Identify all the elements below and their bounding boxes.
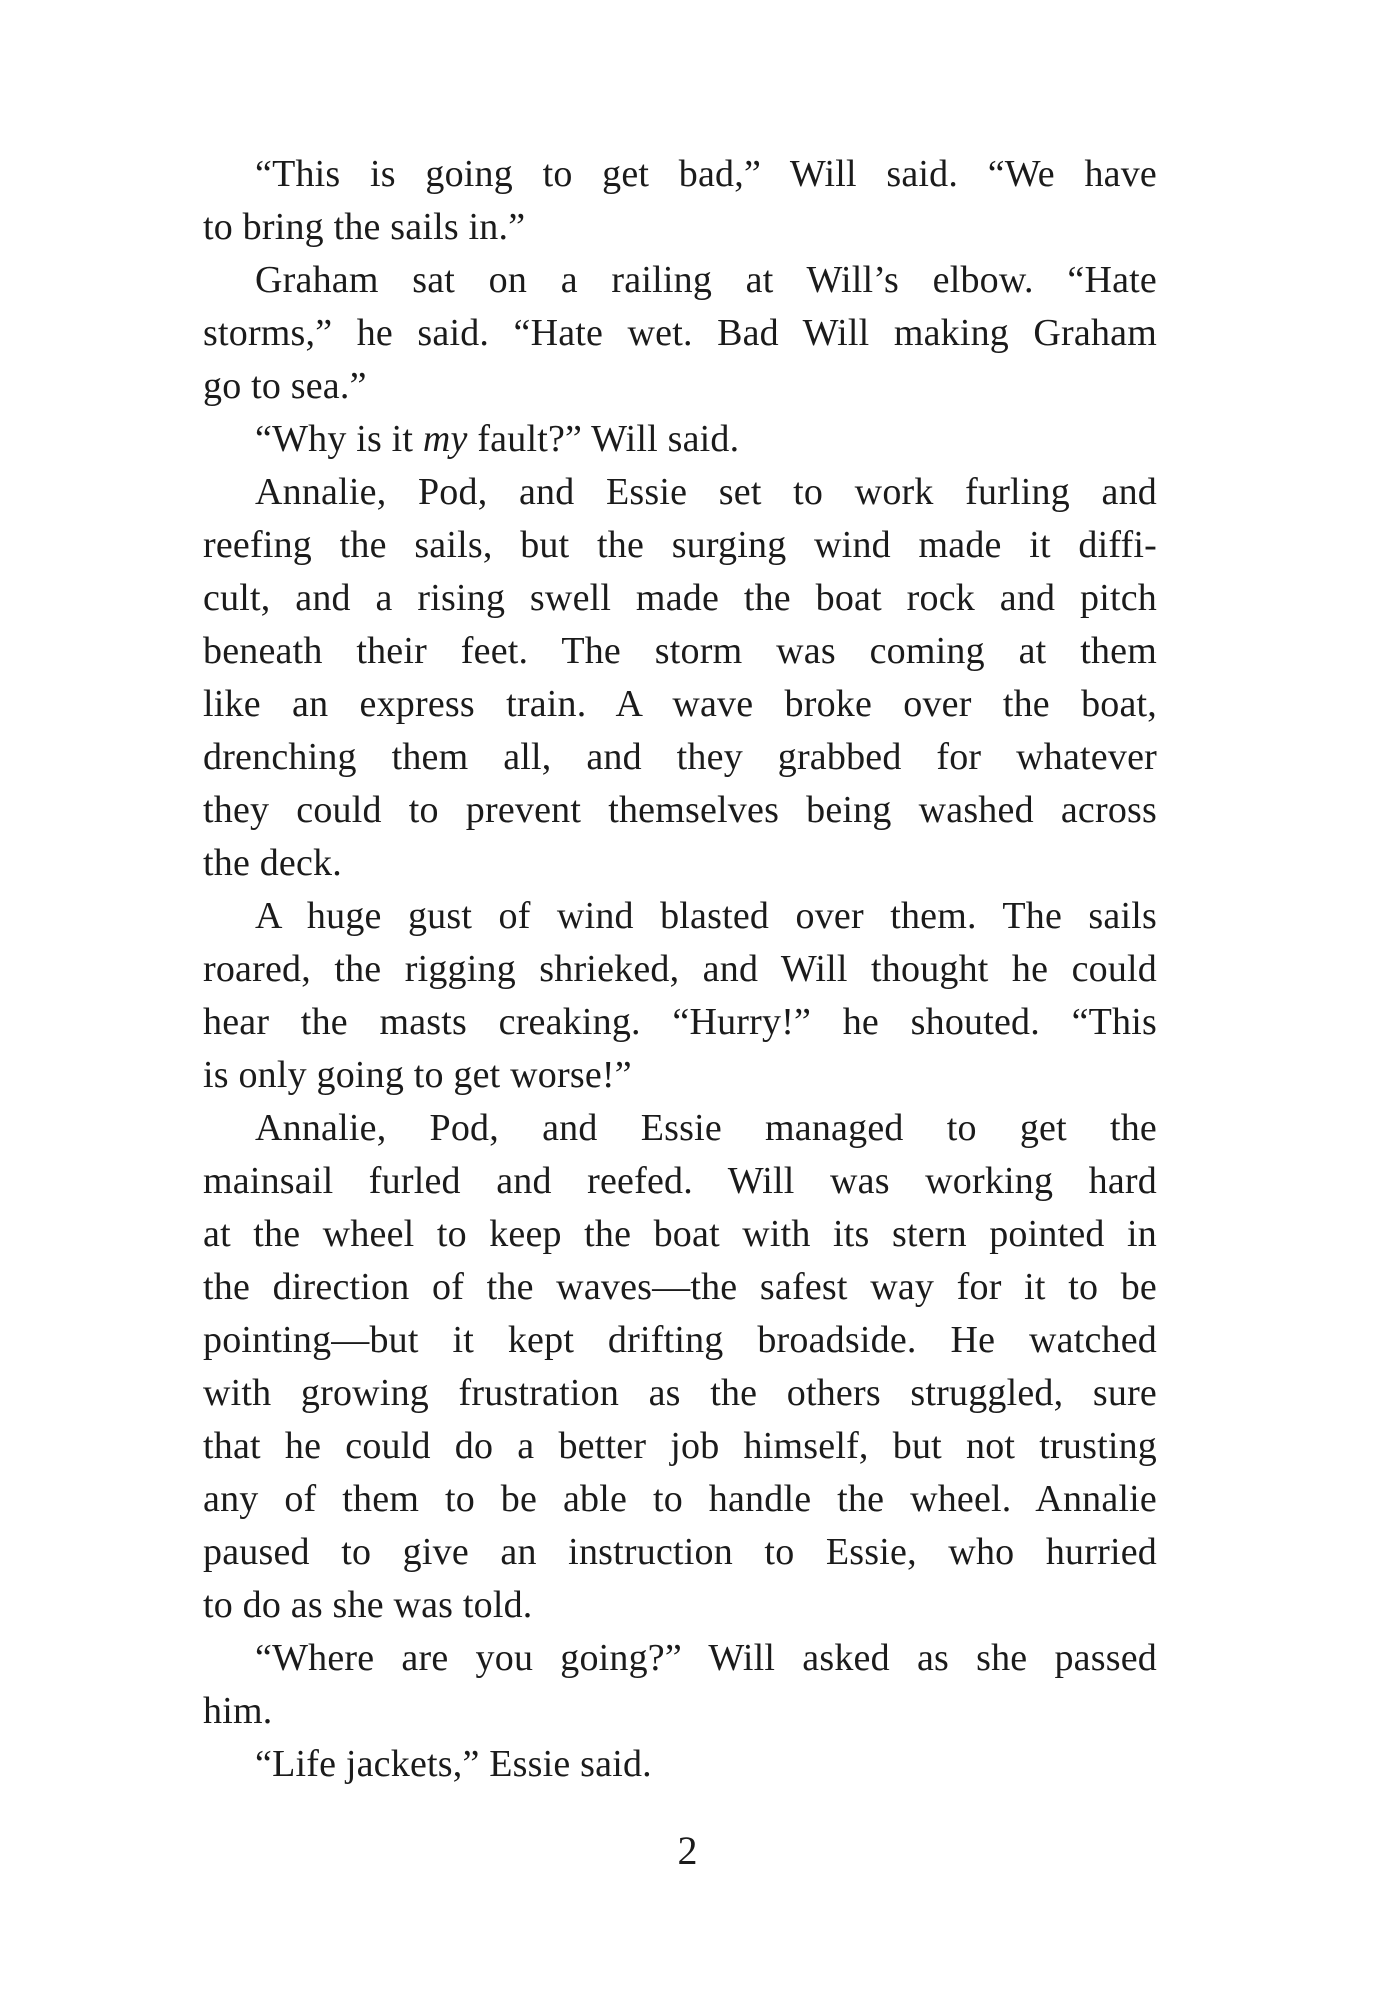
text-line: with growing frustration as the others struggled, sure xyxy=(203,1372,1157,1414)
page-number: 2 xyxy=(677,1828,698,1873)
text-line: “Life jackets,” Essie said. xyxy=(255,1743,652,1785)
text-line: Annalie, Pod, and Essie managed to get the xyxy=(255,1107,1157,1149)
text-line: to bring the sails in.” xyxy=(203,206,526,248)
text-line xyxy=(203,413,1157,466)
text-line: reefing the sails, but the surging wind made it diffi- xyxy=(203,524,1157,566)
text-line: is only going to get worse!” xyxy=(203,1054,632,1096)
text-line: at the wheel to keep the boat with its stern pointed in xyxy=(203,1213,1157,1255)
text-line: the deck. xyxy=(203,842,342,884)
text-line: storms,” he said. “Hate wet. Bad Will making Graham xyxy=(203,312,1157,354)
text-line: any of them to be able to handle the wheel. Annalie xyxy=(203,1478,1157,1520)
text-line: drenching them all, and they grabbed for whatever xyxy=(203,736,1157,778)
italic-word: my xyxy=(422,418,468,460)
text-line: they could to prevent themselves being washed across xyxy=(203,789,1157,831)
page-text xyxy=(203,148,1157,1791)
text-line: like an express train. A wave broke over the boat, xyxy=(203,683,1157,725)
text-line: the direction of the waves—the safest way for it to be xyxy=(203,1266,1157,1308)
text-line: mainsail furled and reefed. Will was working hard xyxy=(203,1160,1157,1202)
text-line: go to sea.” xyxy=(203,365,367,407)
text-line: roared, the rigging shrieked, and Will thought he could xyxy=(203,948,1157,990)
text-run: “Why is it xyxy=(255,418,423,460)
text-line: Graham sat on a railing at Will’s elbow. “Hate xyxy=(255,259,1157,301)
text-line: A huge gust of wind blasted over them. The sails xyxy=(255,895,1157,937)
text-line: “Where are you going?” Will asked as she passed xyxy=(255,1637,1157,1679)
text-line: paused to give an instruction to Essie, who hurried xyxy=(203,1531,1157,1573)
text-line: cult, and a rising swell made the boat rock and pitch xyxy=(203,577,1157,619)
text-line: Annalie, Pod, and Essie set to work furling and xyxy=(255,471,1157,513)
text-line: that he could do a better job himself, but not trusting xyxy=(203,1425,1157,1467)
text-line: beneath their feet. The storm was coming at them xyxy=(203,630,1157,672)
text-line: him. xyxy=(203,1690,273,1732)
text-line: to do as she was told. xyxy=(203,1584,533,1626)
text-line: hear the masts creaking. “Hurry!” he shouted. “This xyxy=(203,1001,1157,1043)
text-line: “This is going to get bad,” Will said. “We have xyxy=(255,153,1157,195)
text-run: fault?” Will said. xyxy=(467,418,740,460)
text-line: pointing—but it kept drifting broadside. He watched xyxy=(203,1319,1157,1361)
